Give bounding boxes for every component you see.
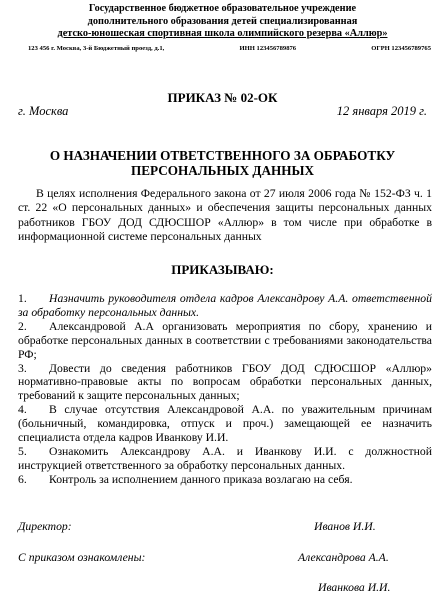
org-name-line-3: детско-юношеская спортивная школа олимпийского резерва «Аллюр» bbox=[57, 28, 388, 40]
order-item: 4. В случае отсутствия Александровой А.А. по уважительным причинам (больничный, командировка, отпуск и проч.) замещающей ее назначить специалиста отдела кадров Иванкову И.И. bbox=[18, 403, 432, 445]
org-inn: ИНН 123456789876 bbox=[239, 45, 297, 52]
acquainted-label: С приказом ознакомлены: bbox=[18, 551, 146, 564]
order-item: 1. Назначить руководителя отдела кадров Александрову А.А. ответственной за обработку персональных данных. bbox=[18, 292, 432, 319]
order-item: 6. Контроль за исполнением данного приказа возлагаю на себя. bbox=[18, 472, 353, 486]
org-requisites bbox=[28, 45, 431, 53]
order-item: 5. Ознакомить Александрову А.А. и Иванкову И.И. с должностной инструкцией ответственного за обработку персональных данных. bbox=[18, 444, 432, 472]
order-title: ПРИКАЗ № 02-ОК bbox=[167, 90, 278, 105]
order-item: 2. Александровой А.А организовать мероприятия по сбору, хранению и обработке персональных данных в соответствии с требованиями законодательства РФ; bbox=[18, 319, 432, 361]
order-subject-line-1: О НАЗНАЧЕНИИ ОТВЕТСТВЕННОГО ЗА ОБРАБОТКУ bbox=[49, 148, 396, 163]
order-directive: ПРИКАЗЫВАЮ: bbox=[171, 262, 274, 277]
org-ogrn: ОГРН 123456789765 bbox=[371, 45, 431, 52]
order-city: г. Москва bbox=[18, 104, 69, 118]
order-subject-line-2: ПЕРСОНАЛЬНЫХ ДАННЫХ bbox=[131, 163, 314, 178]
director-label: Директор: bbox=[18, 520, 72, 533]
organization-header bbox=[0, 3, 445, 41]
order-preamble: В целях исполнения Федерального закона от 27 июля 2006 года № 152-ФЗ ч. 1 ст. 22 «О персональных данных» и обеспечения защиты персональных данных работников ГБОУ ДОД СДЮСШОР «Аллюр» в том числе при обработке в информационной системе персональных данных bbox=[18, 187, 432, 243]
order-items bbox=[18, 292, 432, 487]
order-item: 3. Довести до сведения работников ГБОУ ДОД СДЮСШОР «Аллюр» нормативно-правовые акты по вопросам обработки персональных данных, требований к защите персональных данных; bbox=[18, 361, 432, 403]
org-name-line-2: дополнительного образования детей специализированная bbox=[87, 15, 358, 27]
director-name: Иванов И.И. bbox=[314, 520, 376, 533]
org-name-line-1: Государственное бюджетное образовательное учреждение bbox=[88, 3, 357, 14]
order-subject bbox=[0, 148, 445, 178]
acquainted-name-1: Александрова А.А. bbox=[298, 551, 389, 564]
acquainted-name-2: Иванкова И.И. bbox=[318, 581, 391, 594]
order-date: 12 января 2019 г. bbox=[336, 104, 427, 118]
org-address: 123 456 г. Москва, 3-й Бюджетный проезд, д.1, bbox=[28, 45, 165, 52]
